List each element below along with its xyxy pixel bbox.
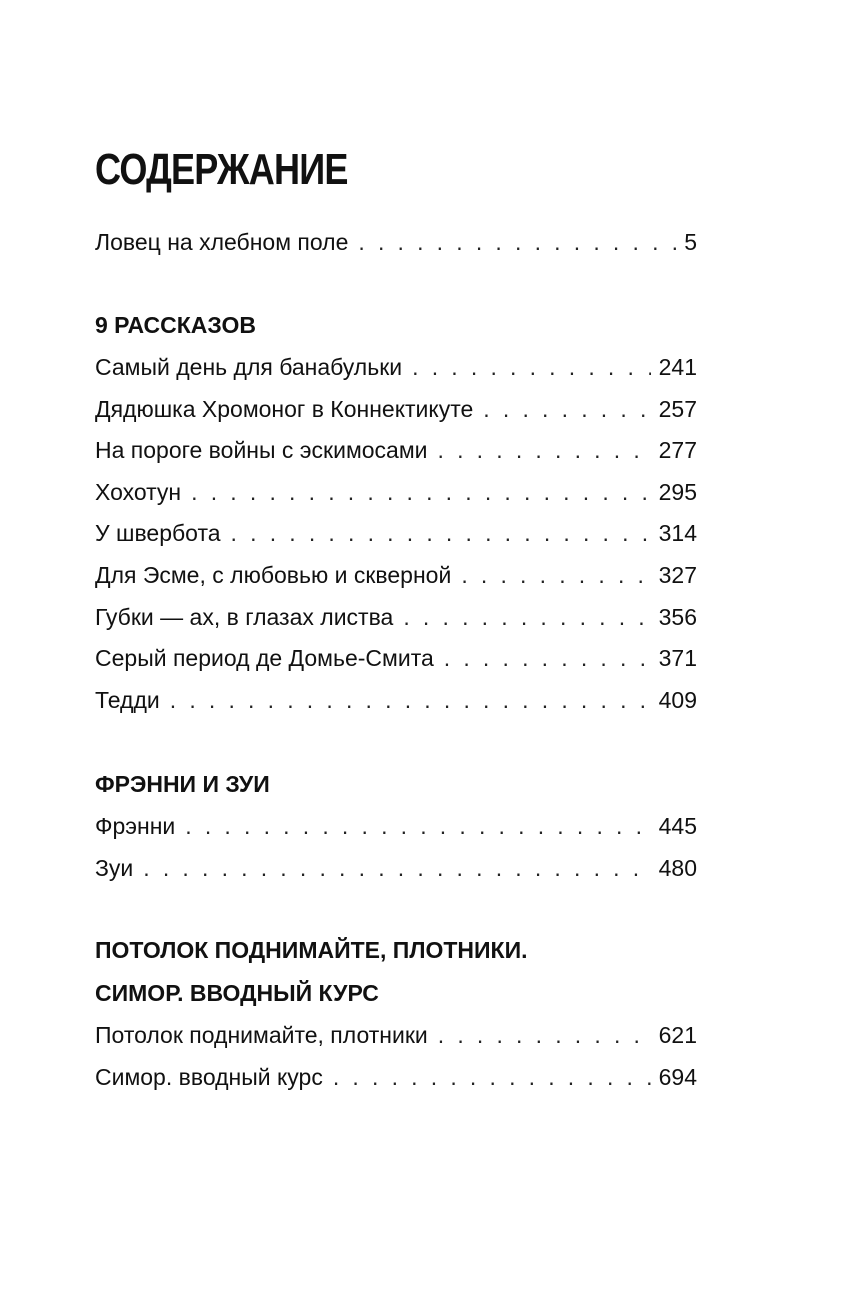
toc-entry-title: Серый период де Домье-Смита [95,645,434,672]
toc-section-stories [95,304,697,721]
toc-entry-page: 5 [684,229,697,255]
dot-leader [231,513,651,555]
dot-leader [143,848,650,890]
toc-entry [95,347,697,389]
toc-entry [95,472,697,514]
dot-leader [438,1015,651,1057]
toc-entry-title: Губки — ах, в глазах листва [95,603,394,630]
toc-entry [95,513,697,555]
toc-entry [95,806,697,848]
toc-entry-page: 371 [658,645,697,672]
toc-entry-page: 327 [658,561,697,588]
toc-front-section [95,222,697,264]
section-heading: СИМОР. ВВОДНЫЙ КУРС [95,980,379,1006]
section-heading: 9 РАССКАЗОВ [95,312,257,338]
dot-leader [358,222,676,264]
toc-entry [95,430,697,472]
dot-leader [438,430,651,472]
toc-entry-page: 445 [658,813,697,839]
toc-section-carpenters-seymour [95,929,697,1098]
toc-entry-title: Ловец на хлебном поле [95,229,349,255]
toc-entry [95,597,697,639]
toc-entry-title: У швербота [95,520,221,547]
toc-entry [95,1015,697,1057]
dot-leader [185,806,650,848]
toc-entry-page: 409 [658,686,697,713]
toc-entry-page: 356 [658,603,697,630]
dot-leader [403,597,650,639]
dot-leader [412,347,651,389]
toc-entry-title: Потолок поднимайте, плотники [95,1022,428,1048]
dot-leader [191,472,650,514]
toc-entry [95,222,697,264]
toc-entry-title: Дядюшка Хромоног в Коннектикуте [95,395,474,422]
toc-entry [95,389,697,431]
dot-leader [461,555,650,597]
toc-entry-page: 314 [658,520,697,547]
dot-leader [170,680,651,722]
dot-leader [333,1057,651,1099]
toc-entry-title: Самый день для банабульки [95,354,403,380]
toc-entry-page: 277 [658,437,697,464]
toc-entry [95,680,697,722]
page-title: СОДЕРЖАНИЕ [95,145,348,194]
toc-entry-page: 480 [658,854,697,881]
toc-section-franny-zooey [95,763,697,889]
toc-entry-title: Зуи [95,854,134,881]
toc-entry-page: 621 [658,1022,697,1048]
toc-entry-title: На пороге войны с эскимосами [95,437,428,464]
toc-entry [95,555,697,597]
toc-entry-title: Тедди [95,686,160,713]
toc-entry-page: 257 [658,395,697,422]
toc-entry-title: Фрэнни [95,813,176,839]
dot-leader [483,389,650,431]
toc-entry [95,1057,697,1099]
toc-entry [95,848,697,890]
toc-entry-page: 694 [658,1063,697,1090]
dot-leader [444,638,651,680]
toc-entry [95,638,697,680]
toc-entry-page: 241 [658,354,697,380]
section-heading: ФРЭННИ И ЗУИ [95,771,270,797]
toc-entry-title: Для Эсме, с любовью и скверной [95,561,452,588]
toc-entry-title: Симор. вводный курс [95,1063,323,1090]
section-heading: ПОТОЛОК ПОДНИМАЙТЕ, ПЛОТНИКИ. [95,937,528,963]
toc-entry-page: 295 [658,478,697,505]
toc-entry-title: Хохотун [95,478,182,505]
